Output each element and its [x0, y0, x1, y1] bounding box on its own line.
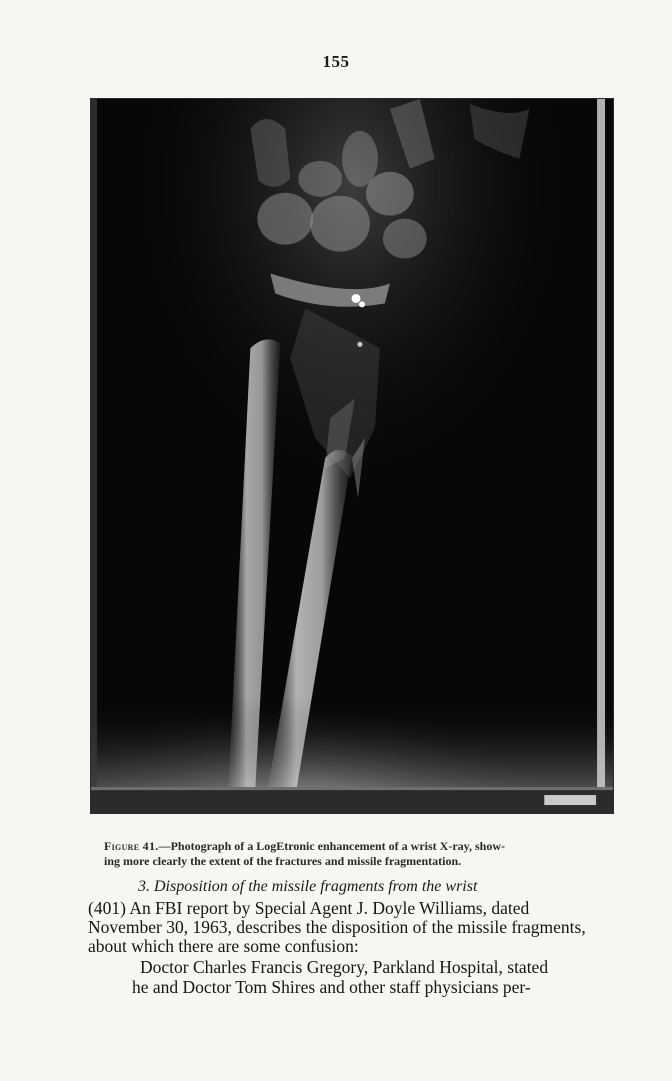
quoted-paragraph	[114, 957, 614, 997]
section-heading: 3. Disposition of the missile fragments from the wrist	[138, 878, 478, 895]
body-line-3: about which there are some confusion:	[88, 936, 359, 956]
body-line-1: (401) An FBI report by Special Agent J. Doyle Williams, dated	[88, 898, 530, 918]
xray-figure-image	[90, 98, 614, 814]
body-paragraph	[88, 899, 618, 956]
quote-line-1: Doctor Charles Francis Gregory, Parkland Hospital, stated	[140, 957, 549, 977]
caption-line-1: —Photograph of a LogEtronic enhancement of a wrist X-ray, show-	[158, 839, 505, 853]
page-number: 155	[322, 52, 350, 71]
xray-image-icon	[91, 99, 613, 813]
body-line-2: November 30, 1963, describes the disposition of the missile fragments,	[88, 917, 586, 937]
figure-caption	[104, 839, 604, 869]
quote-line-2: he and Doctor Tom Shires and other staff physicians per-	[132, 977, 531, 997]
figure-label: Figure 41.	[104, 839, 159, 853]
caption-line-2: ing more clearly the extent of the fractures and missile fragmentation.	[104, 854, 462, 868]
